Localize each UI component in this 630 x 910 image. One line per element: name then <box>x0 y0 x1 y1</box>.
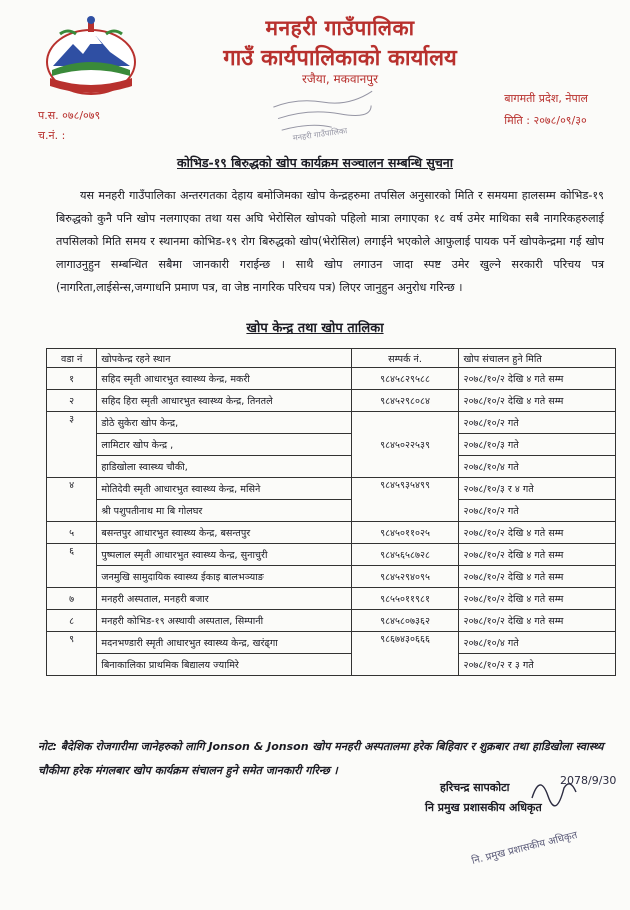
table-row <box>47 456 616 478</box>
ps-number: प.स. ०७८/०७९ <box>38 109 101 122</box>
ward-cell: ६ <box>47 544 97 588</box>
signature-date: 2078/9/30 <box>560 774 617 787</box>
notice-body: यस मनहरी गाउँपालिका अन्तरगतका देहाय बमोजिमका खोप केन्द्रहरुमा तपसिल अनुसारको मिति र समयमा हालसम्म कोभिड-१९ बिरुद्धको कुनै पनि खोप नलगाएका तथा यस अघि भेरोसिल खोपको पहिलो मात्रा लगाएका १८ वर्ष उमेर माथिका सबै नागरिकहरुलाई तपसिलको मिति समय र स्थानमा कोभिड-१९ रोग बिरुद्धको खोप(भेरोसिल) लगाईने भएकोले आफुलाई पायक पर्ने खोपकेन्द्रमा गई खोप लागाउनुहुन सम्बन्धित सबैमा जानकारी गराईन्छ । साथै खोप लगाउन जादा स्पष्ट उमेर खुल्ने सरकारी परिचय पत्र (नागरिता,लाईसेन्स,जग्गाधनि प्रमाण पत्र, वा जेष्ठ नागरिक परिचय पत्र) लिएर जानुहुन अनुरोध गरिन्छ । <box>56 189 604 294</box>
officer-stamp: नि. प्रमुख प्रशासकीय अधिकृत <box>470 830 579 867</box>
table-row <box>47 478 616 500</box>
location-cell: मोतिदेवी स्मृती आधारभुत स्वास्थ्य केन्द्र, मसिने <box>97 478 351 500</box>
location-cell: डोठे सुकेरा खोप केन्द्र, <box>97 412 351 434</box>
office-stamp-icon <box>267 83 383 148</box>
contact-cell: ९८४५०११०२५ <box>351 522 459 544</box>
contact-cell: ९८४५०२२५३९ <box>351 412 459 478</box>
cn-number: च.नं. : <box>38 129 66 142</box>
date-cell: २०७८/१०/२ र ३ गते <box>459 654 616 676</box>
ward-cell: ८ <box>47 610 97 632</box>
table-row <box>47 434 616 456</box>
stamp-text: मनहरी गाउँपालिका <box>292 126 348 143</box>
header-ward: वडा नं <box>47 349 97 368</box>
contact-cell: ९८४५८०७३६२ <box>351 610 459 632</box>
ward-cell: १ <box>47 368 97 390</box>
location-cell: सहिद हिरा स्मृती आधारभुत स्वास्थ्य केन्द्र, तिनतले <box>97 390 351 412</box>
ward-cell: २ <box>47 390 97 412</box>
header-location: खोपकेन्द्र रहने स्थान <box>97 349 351 368</box>
table-title: खोप केन्द्र तथा खोप तालिका <box>246 321 384 336</box>
contact-cell: ९८६७४३०६६६ <box>351 632 459 676</box>
location-cell: श्री पशुपतीनाथ मा बि गोलघर <box>97 500 351 522</box>
date-cell: २०७८/१०/३ र ४ गते <box>459 478 616 500</box>
table-row <box>47 566 616 588</box>
header-contact: सम्पर्क नं. <box>351 349 459 368</box>
notice-subject: कोभिड-१९ बिरुद्धको खोप कार्यक्रम सञ्चालन सम्बन्धि सुचना <box>177 155 453 170</box>
office-address: रजैया, मकवानपुर <box>301 72 379 86</box>
table-row <box>47 544 616 566</box>
municipality-name: मनहरी गाउँपालिका <box>265 16 415 40</box>
office-name: गाउँ कार्यपालिकाको कार्यालय <box>223 46 457 71</box>
table-row <box>47 390 616 412</box>
vaccination-table <box>46 348 616 676</box>
location-cell: मनहरी अस्पताल, मनहरी बजार <box>97 588 351 610</box>
table-row <box>47 610 616 632</box>
contact-cell: ९८४५६५८७२८ <box>351 544 459 566</box>
location-cell: लामिटार खोप केन्द्र , <box>97 434 351 456</box>
table-row <box>47 588 616 610</box>
note-text: नोट: बैदेशिक रोजगारीमा जानेहरुको लागि Jonson & Jonson खोप मनहरी अस्पतालमा हरेक बिहिवार र शुक्रबार तथा हाडिखोला स्वास्थ्य चौकीमा हरेक मंगलबार खोप कार्यक्रम संचालन हुने समेत जानकारी गरिन्छ । <box>38 740 604 777</box>
header-date: खोप संचालन हुने मिति <box>459 349 616 368</box>
location-cell: सहिद स्मृती आधारभुत स्वास्थ्य केन्द्र, मकरी <box>97 368 351 390</box>
table-row <box>47 368 616 390</box>
contact-cell: ९८४५२९४०९५ <box>351 566 459 588</box>
date-cell: २०७८/१०/३ गते <box>459 434 616 456</box>
location-cell: जनमुखि सामुदायिक स्वास्थ्य ईकाइ बालभञ्याङ <box>97 566 351 588</box>
table-row <box>47 522 616 544</box>
date-cell: २०७८/१०/२ देखि ४ गते सम्म <box>459 588 616 610</box>
table-row <box>47 654 616 676</box>
date-cell: २०७८/१०/४ गते <box>459 632 616 654</box>
ward-cell: ४ <box>47 478 97 522</box>
ward-cell: ५ <box>47 522 97 544</box>
date-cell: २०७८/१०/२ देखि ४ गते सम्म <box>459 610 616 632</box>
table-header-row <box>47 349 616 368</box>
location-cell: मनहरी कोभिड-१९ अस्थायी अस्पताल, सिम्पानी <box>97 610 351 632</box>
issue-date: मिति : २०७८/०९/३० <box>504 114 587 127</box>
nepal-emblem-icon <box>38 14 144 100</box>
ward-cell: ७ <box>47 588 97 610</box>
location-cell: बसन्तपुर आधारभुत स्वास्थ्य केन्द्र, बसन्तपुर <box>97 522 351 544</box>
date-cell: २०७८/१०/२ देखि ४ गते सम्म <box>459 368 616 390</box>
signatory-name: हरिचन्द्र सापकोटा <box>440 781 510 794</box>
location-cell: पुष्पलाल स्मृती आधारभुत स्वास्थ्य केन्द्र, सुनाचुरी <box>97 544 351 566</box>
date-cell: २०७८/१०/४ गते <box>459 456 616 478</box>
location-cell: हाडिखोला स्वास्थ्य चौकी, <box>97 456 351 478</box>
location-cell: मदनभण्डारी स्मृती आधारभुत स्वास्थ्य केन्द्र, खरंढ्गा <box>97 632 351 654</box>
signature-icon <box>530 768 620 808</box>
date-cell: २०७८/१०/२ देखि ४ गते सम्म <box>459 390 616 412</box>
contact-cell: ९८५५०११९८१ <box>351 588 459 610</box>
contact-cell: ९८४५९३५४९९ <box>351 478 459 522</box>
date-cell: २०७८/१०/२ देखि ४ गते सम्म <box>459 522 616 544</box>
table-row <box>47 500 616 522</box>
signatory-title: नि प्रमुख प्रशासकीय अधिकृत <box>425 801 542 814</box>
date-cell: २०७८/१०/२ देखि ४ गते सम्म <box>459 566 616 588</box>
location-cell: बिनाकालिका प्राथमिक बिद्यालय ज्यामिरे <box>97 654 351 676</box>
reference-block <box>38 106 100 146</box>
table-row <box>47 412 616 434</box>
date-cell: २०७८/१०/२ गते <box>459 500 616 522</box>
province-date-block <box>504 88 588 132</box>
contact-cell: ९८४५२९८०८४ <box>351 390 459 412</box>
contact-cell: ९८४५८२९५८८ <box>351 368 459 390</box>
date-cell: २०७८/१०/२ गते <box>459 412 616 434</box>
table-row <box>47 632 616 654</box>
date-cell: २०७८/१०/२ देखि ४ गते सम्म <box>459 544 616 566</box>
province: बागमती प्रदेश, नेपाल <box>504 92 588 105</box>
ward-cell: ३ <box>47 412 97 478</box>
ward-cell: ९ <box>47 632 97 676</box>
